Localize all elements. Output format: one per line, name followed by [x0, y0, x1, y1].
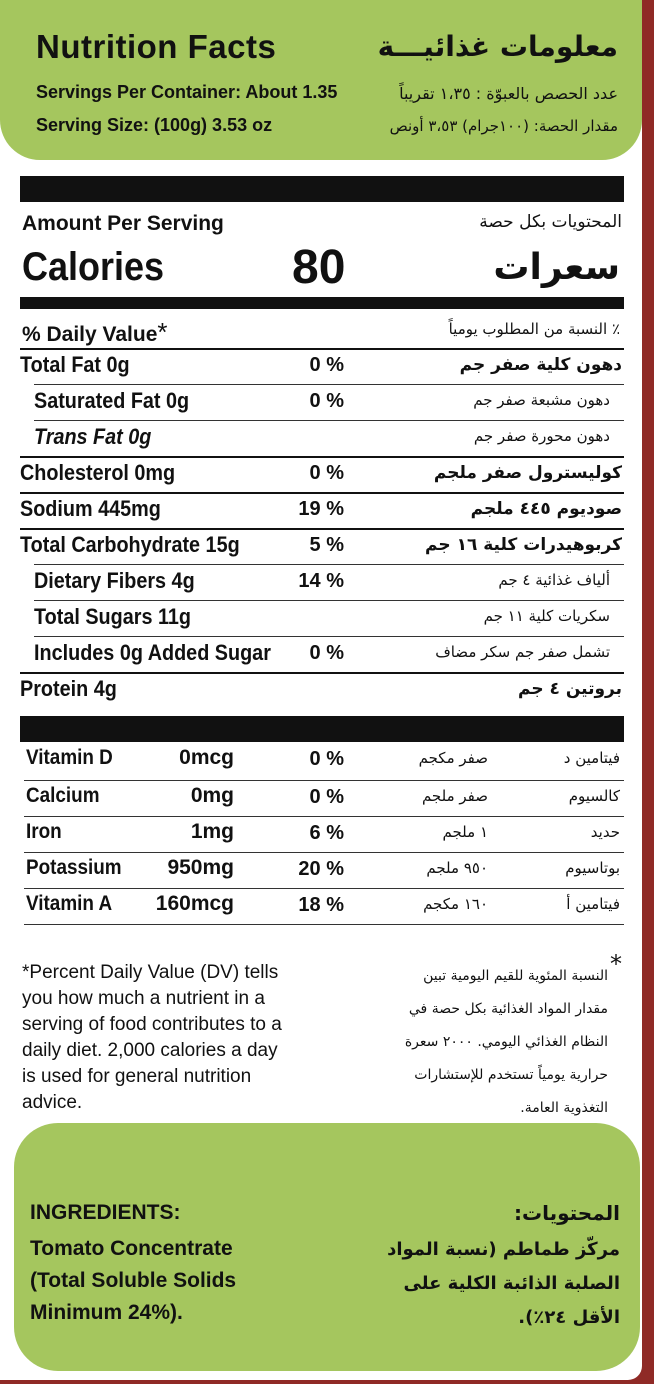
- vitamin-name-en: Calcium: [26, 784, 100, 807]
- vitamin-amount-en: 1mg: [190, 820, 234, 843]
- nutrient-name-ar: بروتين ٤ جم: [518, 679, 622, 699]
- row-divider: [34, 420, 624, 421]
- amount-label-ar: المحتويات بكل حصة: [479, 212, 622, 232]
- ingredients-line-en: Tomato Concentrate: [30, 1237, 233, 1260]
- nutrient-percent: 0 %: [309, 354, 344, 376]
- nutrient-name-en: Total Fat 0g: [20, 352, 130, 377]
- footnote-ar-line: التغذوية العامة.: [520, 1100, 608, 1116]
- header-panel: [0, 0, 642, 160]
- vitamin-amount-ar: ٩٥٠ ملجم: [426, 859, 488, 877]
- nutrient-name-ar: صوديوم ٤٤٥ ملجم: [470, 499, 622, 519]
- nutrient-name-en: Saturated Fat 0g: [34, 388, 190, 413]
- row-divider: [34, 564, 624, 565]
- vitamin-amount-en: 160mcg: [155, 892, 234, 915]
- ingredients-text-ar: [387, 1233, 620, 1335]
- ingredients-panel: [14, 1123, 640, 1371]
- ingredients-line-ar: الأقل ٢٤٪).: [518, 1307, 620, 1328]
- footnote-en-line: you how much a nutrient in a: [22, 988, 265, 1009]
- nutrient-percent: 0 %: [309, 390, 344, 412]
- vitamin-amount-ar: صفر ملجم: [421, 787, 488, 805]
- footnote-en-line: *Percent Daily Value (DV) tells: [22, 962, 279, 983]
- vitamin-percent: 20 %: [298, 858, 344, 880]
- calories-label-en: Calories: [22, 245, 165, 289]
- daily-value-label: % Daily Value: [22, 323, 158, 346]
- footnote-en-line: advice.: [22, 1092, 83, 1113]
- vitamin-amount-ar: ١ ملجم: [442, 823, 488, 841]
- nutrient-percent: 5 %: [309, 534, 344, 556]
- row-divider: [34, 600, 624, 601]
- footnote-ar-asterisk: *: [610, 950, 622, 978]
- vitamin-name-ar: فيتامين أ: [566, 895, 620, 913]
- nutrient-name-ar: ألياف غذائية ٤ جم: [498, 571, 610, 589]
- vitamin-amount-ar: صفر مكجم: [418, 749, 488, 767]
- nutrient-name-ar: دهون كلية صفر جم: [459, 355, 622, 375]
- row-divider: [24, 816, 624, 817]
- ingredients-line-ar: مركّز طماطم (نسبة المواد: [387, 1239, 620, 1260]
- vitamin-percent: 0 %: [309, 786, 344, 808]
- servings-en: Servings Per Container: About 1.35: [36, 82, 338, 102]
- row-divider: [24, 852, 624, 853]
- serving-size-ar: مقدار الحصة: (١٠٠جرام) ٣،٥٣ أونص: [389, 117, 618, 135]
- calories-label-ar: سعرات: [493, 247, 620, 288]
- row-divider: [20, 492, 624, 494]
- nutrient-name-ar: دهون محورة صفر جم: [473, 427, 610, 445]
- vitamin-amount-ar: ١٦٠ مكجم: [423, 895, 488, 913]
- vitamin-name-ar: حديد: [590, 823, 620, 841]
- row-divider: [20, 348, 624, 350]
- nutrient-percent: 0 %: [309, 642, 344, 664]
- vitamin-name-en: Iron: [26, 820, 62, 843]
- nutrient-percent: 0 %: [309, 462, 344, 484]
- nutrient-name-en: Total Carbohydrate 15g: [20, 532, 240, 557]
- vitamin-name-en: Potassium: [26, 856, 122, 879]
- vitamin-percent: 6 %: [309, 822, 344, 844]
- vitamin-name-ar: كالسيوم: [568, 787, 620, 805]
- vitamin-name-ar: فيتامين د: [563, 749, 620, 767]
- vitamin-name-en: Vitamin A: [26, 892, 113, 915]
- asterisk: *: [157, 317, 168, 347]
- thick-bar-vitamins: [20, 716, 624, 742]
- vitamin-amount-en: 0mcg: [179, 746, 234, 769]
- servings-ar: عدد الحصص بالعبوّة : ١،٣٥ تقريباً: [399, 84, 618, 103]
- nutrient-name-en: Trans Fat 0g: [34, 424, 152, 449]
- thick-bar-top: [20, 176, 624, 202]
- amount-label-en: Amount Per Serving: [22, 212, 224, 235]
- daily-value-header-ar: ٪ النسبة من المطلوب يومياً: [448, 320, 620, 338]
- title-ar: معلومات غذائيـــة: [377, 30, 618, 63]
- nutrient-name-ar: دهون مشبعة صفر جم: [473, 391, 610, 409]
- ingredients-line-en: (Total Soluble Solids: [30, 1269, 237, 1292]
- ingredients-title-en: INGREDIENTS:: [30, 1201, 181, 1224]
- title-en: Nutrition Facts: [36, 28, 277, 65]
- row-divider: [20, 528, 624, 530]
- row-divider: [24, 888, 624, 889]
- row-divider: [34, 636, 624, 637]
- calories-value: 80: [292, 241, 346, 294]
- nutrient-name-en: Protein 4g: [20, 676, 117, 701]
- vitamin-name-en: Vitamin D: [26, 746, 113, 769]
- nutrient-name-ar: تشمل صفر جم سكر مضاف: [435, 643, 610, 661]
- footnote-ar-line: النسبة المئوية للقيم اليومية تبين: [423, 968, 608, 984]
- ingredients-line-en: Minimum 24%).: [30, 1301, 183, 1324]
- ingredients-text-en: [30, 1233, 236, 1329]
- nutrient-name-en: Includes 0g Added Sugar: [34, 640, 271, 665]
- footnote-ar: [405, 960, 608, 1125]
- footnote-en-line: serving of food contributes to a: [22, 1014, 282, 1035]
- ingredients-title-ar: المحتويات:: [513, 1201, 620, 1225]
- serving-size-en: Serving Size: (100g) 3.53 oz: [36, 115, 273, 135]
- footnote-en: [22, 960, 282, 1116]
- footnote-ar-line: حرارية يومياً تستخدم للإستشارات: [414, 1067, 608, 1083]
- footnote-en-line: is used for general nutrition: [22, 1066, 252, 1087]
- ingredients-line-ar: الصلبة الذائبة الكلية على: [403, 1273, 620, 1294]
- vitamin-amount-en: 950mg: [167, 856, 234, 879]
- row-divider: [20, 456, 624, 458]
- vitamin-percent: 0 %: [309, 748, 344, 770]
- nutrient-name-en: Sodium 445mg: [20, 496, 161, 521]
- nutrient-percent: 14 %: [298, 570, 344, 592]
- footnote-en-line: daily diet. 2,000 calories a day: [22, 1040, 278, 1061]
- footnote-ar-line: النظام الغذائي اليومي. ٢٠٠٠ سعرة: [404, 1034, 608, 1050]
- nutrient-name-ar: سكريات كلية ١١ جم: [483, 607, 610, 625]
- nutrient-name-ar: كربوهيدرات كلية ١٦ جم: [425, 535, 622, 555]
- footnote-ar-line: مقدار المواد الغذائية بكل حصة في: [408, 1001, 608, 1017]
- vitamin-name-ar: بوتاسيوم: [565, 859, 620, 877]
- daily-value-header-en: [22, 317, 168, 348]
- nutrient-name-en: Dietary Fibers 4g: [34, 568, 195, 593]
- vitamin-percent: 18 %: [298, 894, 344, 916]
- row-divider: [24, 924, 624, 925]
- nutrient-percent: 19 %: [298, 498, 344, 520]
- nutrient-name-en: Total Sugars 11g: [34, 604, 191, 629]
- row-divider: [20, 672, 624, 674]
- vitamin-amount-en: 0mg: [190, 784, 234, 807]
- row-divider: [24, 780, 624, 781]
- row-divider: [34, 384, 624, 385]
- thick-bar-mid: [20, 297, 624, 309]
- nutrient-name-en: Cholesterol 0mg: [20, 460, 176, 485]
- nutrient-name-ar: كوليسترول صفر ملجم: [433, 463, 622, 483]
